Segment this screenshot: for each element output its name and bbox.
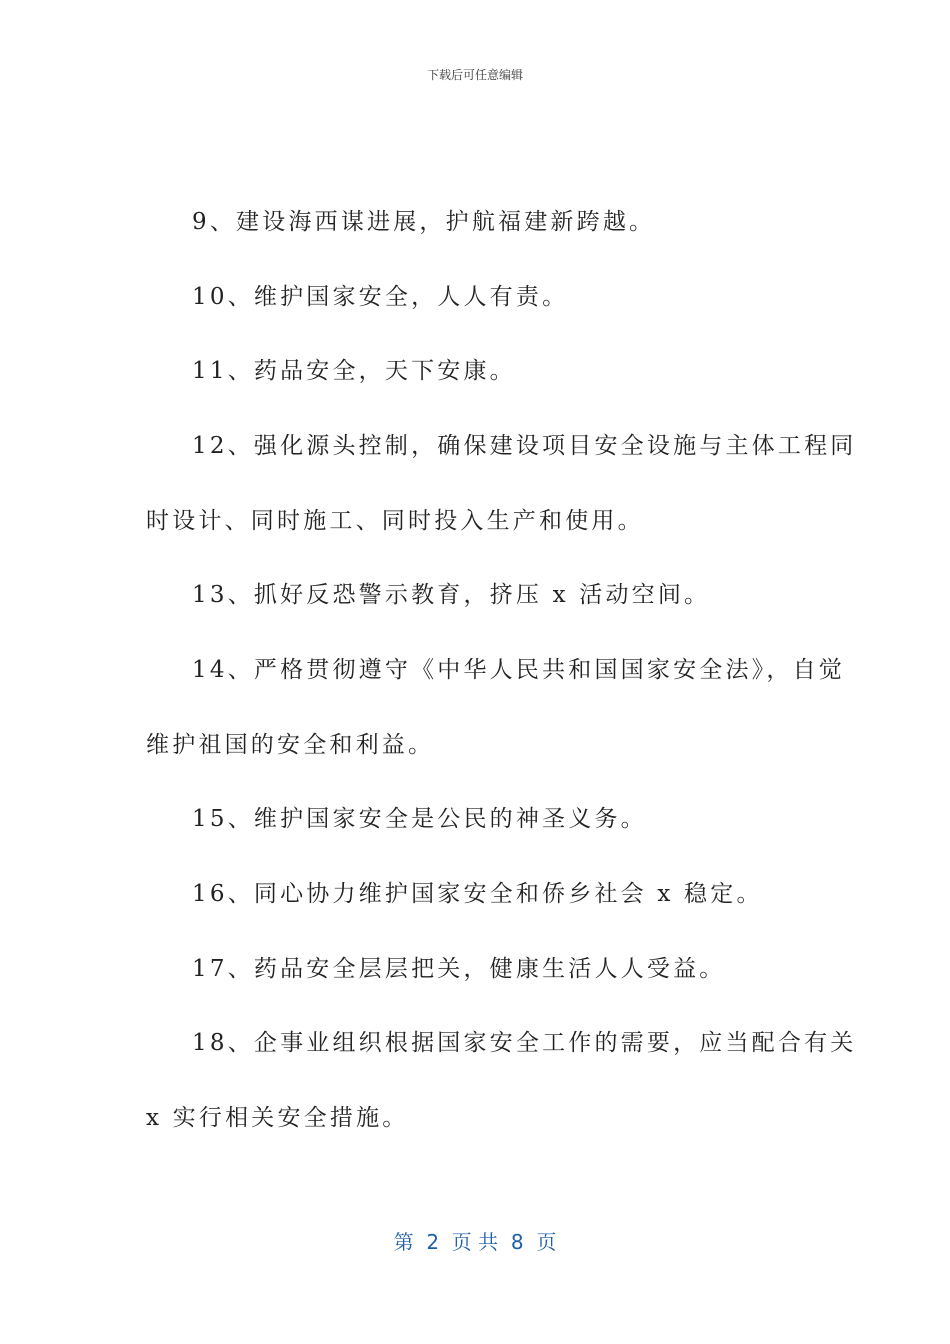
paragraph-line: 时设计、同时施工、同时投入生产和使用。 bbox=[146, 508, 644, 534]
paragraph-line: 12、强化源头控制，确保建设项目安全设施与主体工程同 bbox=[192, 433, 857, 459]
paragraph-line: 14、严格贯彻遵守《中华人民共和国国家安全法》，自觉 bbox=[192, 657, 845, 683]
page-number-footer: 第 2 页 共 8 页 bbox=[393, 1230, 557, 1254]
paragraph-line: 11、药品安全，天下安康。 bbox=[192, 358, 516, 384]
paragraph-line: 10、维护国家安全，人人有责。 bbox=[192, 284, 569, 310]
paragraph-line: 16、同心协力维护国家安全和侨乡社会 x 稳定。 bbox=[192, 881, 763, 907]
paragraph-line: 9、建设海西谋进展，护航福建新跨越。 bbox=[192, 209, 656, 235]
paragraph-line: 维护祖国的安全和利益。 bbox=[146, 732, 435, 758]
paragraph-line: x 实行相关安全措施。 bbox=[146, 1105, 409, 1131]
paragraph-line: 13、抓好反恐警示教育，挤压 x 活动空间。 bbox=[192, 582, 711, 608]
paragraph-line: 18、企事业组织根据国家安全工作的需要，应当配合有关 bbox=[192, 1030, 857, 1056]
page-header-note: 下载后可任意编辑 bbox=[426, 68, 523, 82]
paragraph-line: 15、维护国家安全是公民的神圣义务。 bbox=[192, 806, 647, 832]
paragraph-line: 17、药品安全层层把关，健康生活人人受益。 bbox=[192, 956, 726, 982]
